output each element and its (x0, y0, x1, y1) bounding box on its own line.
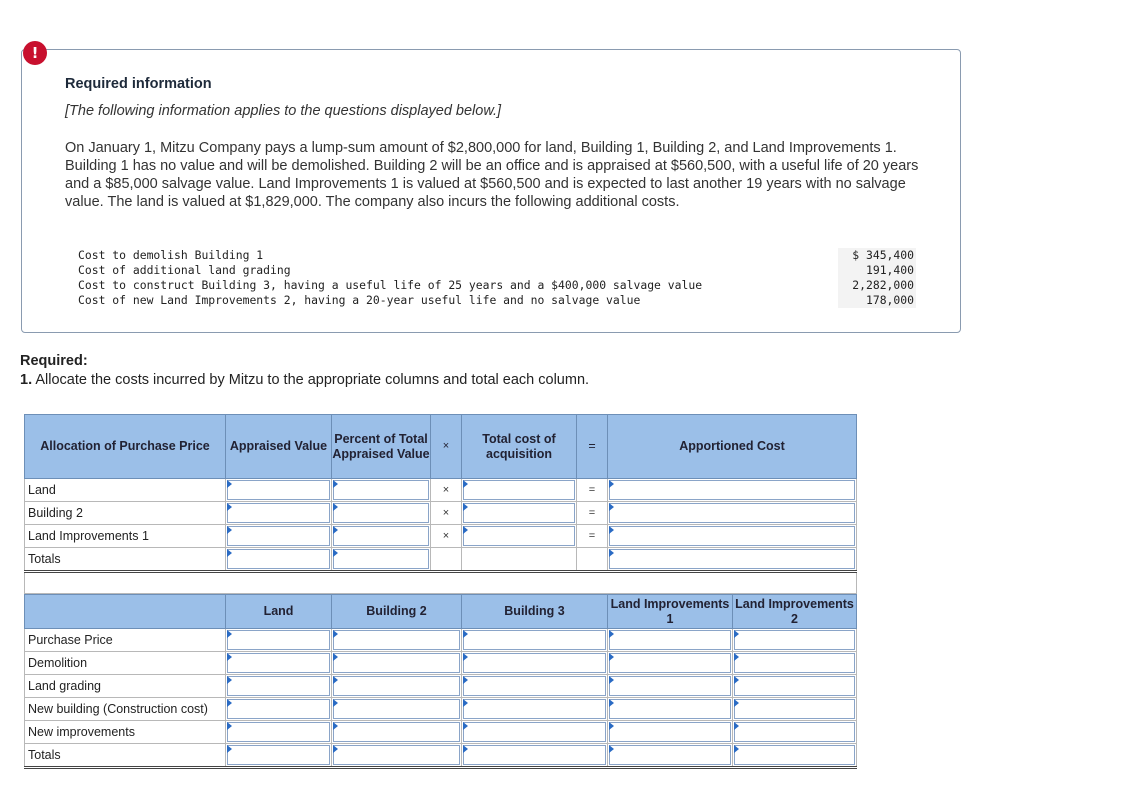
header-land-improvements-2: Land Improvements 2 (733, 595, 857, 629)
row-label: Land (25, 479, 226, 502)
header-appraised-value: Appraised Value (226, 415, 332, 479)
times-symbol: × (431, 502, 462, 525)
spacer (25, 572, 857, 594)
land-input[interactable] (227, 722, 330, 742)
cost-amount: 2,282,000 (838, 278, 916, 293)
required-number: 1. (20, 372, 33, 388)
empty-cell (577, 548, 608, 572)
equals-symbol: = (577, 479, 608, 502)
building-2-input[interactable] (333, 630, 460, 650)
header-percent: Percent of Total Appraised Value (332, 415, 431, 479)
total-cost-input[interactable] (463, 503, 575, 523)
land-improvements-1-input[interactable] (609, 676, 731, 696)
required-instruction (20, 372, 589, 388)
land-improvements-1-input[interactable] (609, 653, 731, 673)
building-2-total-input[interactable] (333, 745, 460, 765)
allocation-row (25, 479, 857, 502)
header-equals: = (577, 415, 608, 479)
cost-amount: 178,000 (838, 293, 916, 308)
building-2-input[interactable] (333, 653, 460, 673)
building-3-total-input[interactable] (463, 745, 606, 765)
building-3-input[interactable] (463, 699, 606, 719)
total-cost-input[interactable] (463, 526, 575, 546)
cost-header-row (25, 595, 857, 629)
cost-row (25, 652, 857, 675)
land-improvements-2-input[interactable] (734, 722, 855, 742)
header-apportioned-cost: Apportioned Cost (608, 415, 857, 479)
required-information-box (21, 49, 961, 333)
apportioned-cost-total-input[interactable] (609, 549, 855, 569)
row-label: Demolition (25, 652, 226, 675)
appraised-value-input[interactable] (227, 480, 330, 500)
percent-total-input[interactable] (333, 549, 429, 569)
empty-cell (431, 548, 462, 572)
apportioned-cost-input[interactable] (609, 526, 855, 546)
land-improvements-1-input[interactable] (609, 699, 731, 719)
header-blank (25, 595, 226, 629)
empty-cell (462, 548, 577, 572)
land-total-input[interactable] (227, 745, 330, 765)
apportioned-cost-input[interactable] (609, 480, 855, 500)
building-2-input[interactable] (333, 699, 460, 719)
totals-label: Totals (25, 744, 226, 768)
row-label: Building 2 (25, 502, 226, 525)
cost-row (25, 721, 857, 744)
required-label: Required: (20, 353, 88, 369)
cost-row (25, 698, 857, 721)
percent-input[interactable] (333, 503, 429, 523)
land-improvements-2-total-input[interactable] (734, 745, 855, 765)
land-input[interactable] (227, 630, 330, 650)
total-cost-input[interactable] (463, 480, 575, 500)
land-improvements-1-input[interactable] (609, 630, 731, 650)
cost-amount: $ 345,400 (838, 248, 916, 263)
building-3-input[interactable] (463, 676, 606, 696)
appraised-value-input[interactable] (227, 526, 330, 546)
building-2-input[interactable] (333, 676, 460, 696)
land-improvements-1-total-input[interactable] (609, 745, 731, 765)
land-input[interactable] (227, 699, 330, 719)
cost-label: Cost of new Land Improvements 2, having a 20-year useful life and no salvage value (78, 293, 641, 307)
row-label: Land Improvements 1 (25, 525, 226, 548)
cost-row (78, 263, 916, 278)
totals-label: Totals (25, 548, 226, 572)
info-subtitle: [The following information applies to the questions displayed below.] (65, 103, 502, 119)
building-3-input[interactable] (463, 653, 606, 673)
building-3-input[interactable] (463, 630, 606, 650)
times-symbol: × (431, 479, 462, 502)
land-improvements-2-input[interactable] (734, 699, 855, 719)
land-improvements-2-input[interactable] (734, 676, 855, 696)
cost-label: Cost of additional land grading (78, 263, 291, 277)
cost-row (25, 629, 857, 652)
cost-row (78, 248, 916, 263)
row-label: New building (Construction cost) (25, 698, 226, 721)
land-input[interactable] (227, 676, 330, 696)
header-building-3: Building 3 (462, 595, 608, 629)
building-2-input[interactable] (333, 722, 460, 742)
cost-label: Cost to construct Building 3, having a useful life of 25 years and a $400,000 salvage value (78, 278, 703, 292)
header-building-2: Building 2 (332, 595, 462, 629)
percent-input[interactable] (333, 480, 429, 500)
land-improvements-1-input[interactable] (609, 722, 731, 742)
land-improvements-2-input[interactable] (734, 630, 855, 650)
additional-costs-table (78, 248, 916, 308)
allocation-totals-row (25, 548, 857, 572)
info-title: Required information (65, 76, 212, 92)
land-input[interactable] (227, 653, 330, 673)
header-total-cost: Total cost of acquisition (462, 415, 577, 479)
cost-amount: 191,400 (838, 263, 916, 278)
times-symbol: × (431, 525, 462, 548)
header-land: Land (226, 595, 332, 629)
info-paragraph: On January 1, Mitzu Company pays a lump-sum amount of $2,800,000 for land, Building 1, Building 2, and Land Improvements 1. Building 1 has no value and will be demolished. Building 2 will be an office and is appraised at $560,500, with a useful life of 20 years and a $85,000 salvage value. Land Improvements 1 is valued at $560,500 and is expected to last another 19 years with no salvage value. The land is valued at $1,829,000. The company also incurs the following additional costs. (65, 140, 919, 210)
required-text: Allocate the costs incurred by Mitzu to the appropriate columns and total each column. (35, 372, 590, 388)
row-label: Purchase Price (25, 629, 226, 652)
equals-symbol: = (577, 525, 608, 548)
row-label: Land grading (25, 675, 226, 698)
spacer-row (25, 572, 857, 594)
cost-allocation-table (24, 594, 857, 769)
row-label: New improvements (25, 721, 226, 744)
apportioned-cost-input[interactable] (609, 503, 855, 523)
header-allocation: Allocation of Purchase Price (25, 415, 226, 479)
equals-symbol: = (577, 502, 608, 525)
allocation-row (25, 525, 857, 548)
cost-totals-row (25, 744, 857, 768)
allocation-table (24, 414, 857, 594)
land-improvements-2-input[interactable] (734, 653, 855, 673)
header-land-improvements-1: Land Improvements 1 (608, 595, 733, 629)
appraised-value-total-input[interactable] (227, 549, 330, 569)
allocation-row (25, 502, 857, 525)
cost-label: Cost to demolish Building 1 (78, 248, 264, 262)
percent-input[interactable] (333, 526, 429, 546)
cost-row (78, 293, 916, 308)
allocation-header-row (25, 415, 857, 479)
cost-row (25, 675, 857, 698)
alert-icon: ! (23, 41, 47, 65)
building-3-input[interactable] (463, 722, 606, 742)
cost-row (78, 278, 916, 293)
header-times: × (431, 415, 462, 479)
appraised-value-input[interactable] (227, 503, 330, 523)
